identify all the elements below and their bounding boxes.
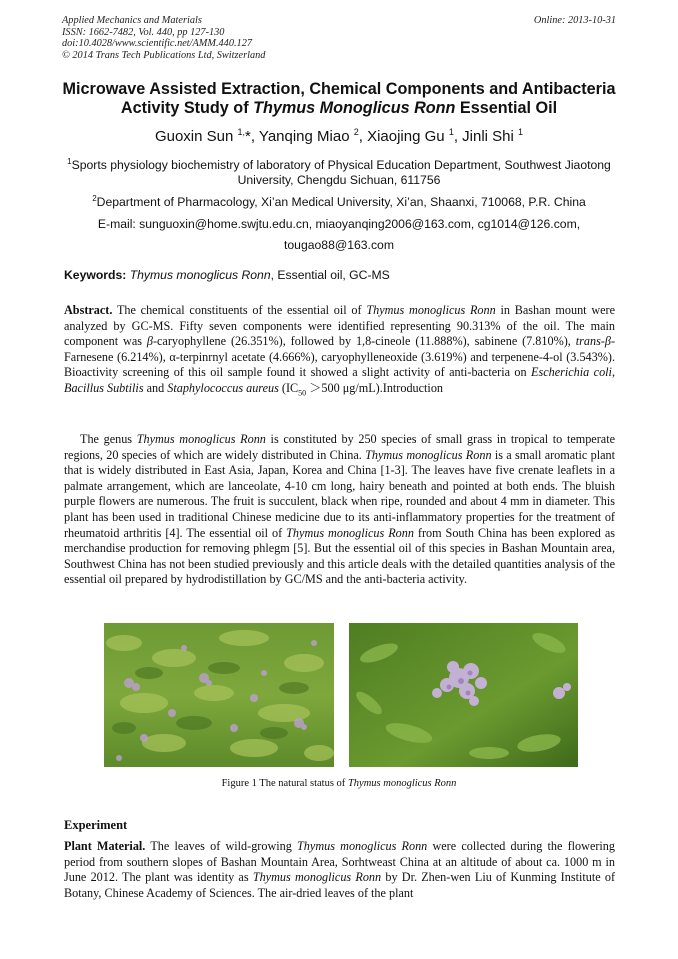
copyright-line: © 2014 Trans Tech Publications Ltd, Switzerland [62,49,266,61]
email-addresses: E-mail: sunguoxin@home.swjtu.edu.cn, miaoyanqing2006@163.com, cg1014@126.com, tougao88@163.com [97,217,581,252]
title-line-2: Activity Study of Thymus Monoglicus Ronn Essential Oil [120,99,558,117]
author-1: Guoxin Sun $^{1,}$*, [154,127,259,145]
online-date: Online: 2013-10-31 [533,15,616,26]
author-3: Xiaojing Gu $^1$, [367,127,463,145]
title-line-1: Microwave Assisted Extraction, Chemical Components and Antibacteria [62,80,616,98]
author-list [40,127,638,145]
paper-title [40,80,638,118]
journal-name: Applied Mechanics and Materials [62,15,202,26]
affiliation-1: $^1$Sports physiology biochemistry of laboratory of Physical Education Department, Southwest Jiaotong University, Chengdu Sichuan, 611756 [67,157,611,187]
author-2: Yanqing Miao $^2$, [258,127,368,145]
abstract: Abstract. The chemical constituents of the essential oil of Thymus monoglicus Ronn in Bashan mount were analyzed by GC-MS. Fifty seven components were identified representing 90.313% of the oil. The main component was β-caryophyllene (26.351%), followed by 1,8-cineole (11.888%), sabinene (7.810%), trans-β-Farnesene (6.214%), α-terpinrnyl acetate (4.666%), caryophylleneoxide (3.619%) and terpenene-4-ol (3.543%). Bioactivity screening of this oil sample found it showed a slight activity of anti-bacteria on Escherichia coli, Bacillus Subtilis and Staphylococcus aureus ($IC_{50} >500$ μg/mL).Introduction [64,303,616,398]
figure-caption: Figure 1 The natural status of Thymus monoglicus Ronn [221,778,457,789]
keywords: Keywords: Thymus monoglicus Ronn, Essential oil, GC-MS [64,268,390,282]
introduction-paragraph: The genus Thymus monoglicus Ronn is constituted by 250 species of small grass in tropical to temperate regions, 20 species of which are widely distributed in China. Thymus monoglicus Ronn is a small aromatic plant that is widely distributed in East Asia, Japan, Korea and China [1-3]. The leaves have five crenate leaflets in a palmate arrangement, which are lanceolate, 4-10 cm long, hairy beneath and pointed at both ends. The bluish purple flowers are numerous. The fruit is succulent, black when ripe, rounded and about 4 mm in diameter. This plant has been used in traditional Chinese medicine due to its anti-inflammatory properties for the treatment of rheumatoid arthritis [4]. The essential oil of Thymus monoglicus Ronn from South China has been explored as merchandise production for removing phlegm [5]. But the essential oil of this species in Bashan Mountain area, Southwest China has not been studied previously and this article deals with the detailed quantities analysis of the essential oil prepared by hydrodistillation by GC/MS and the anti-bacteria activity. [64,432,616,587]
thyme-field-photo [104,623,334,767]
issn-line: ISSN: 1662-7482, Vol. 440, pp 127-130 [62,26,225,38]
doi-line: doi:10.4028/www.scientific.net/AMM.440.127 [62,38,252,50]
affiliation-2: $^2$Department of Pharmacology, Xi’an Medical University, Xi’an, Shaanxi, 710068, P.R. China [92,194,586,210]
author-4: Jinli Shi $^1$ [462,127,524,145]
section-heading-experiment: Experiment [64,818,128,832]
journal-meta [62,15,265,61]
plant-material-paragraph: Plant Material. The leaves of wild-growing Thymus monoglicus Ronn were collected during the flowering period from southern slopes of Bashan Mountain Area, Sorhtweast China at an altitude of about ca. 1000 m in June 2012. The plant was identity as Thymus monoglicus Ronn by Dr. Zhen-wen Liu of Kunming Institute of Botany, Chinese Academy of Sciences. The air-dried leaves of the plant [64,839,616,900]
thyme-flower-closeup-photo [349,623,578,767]
